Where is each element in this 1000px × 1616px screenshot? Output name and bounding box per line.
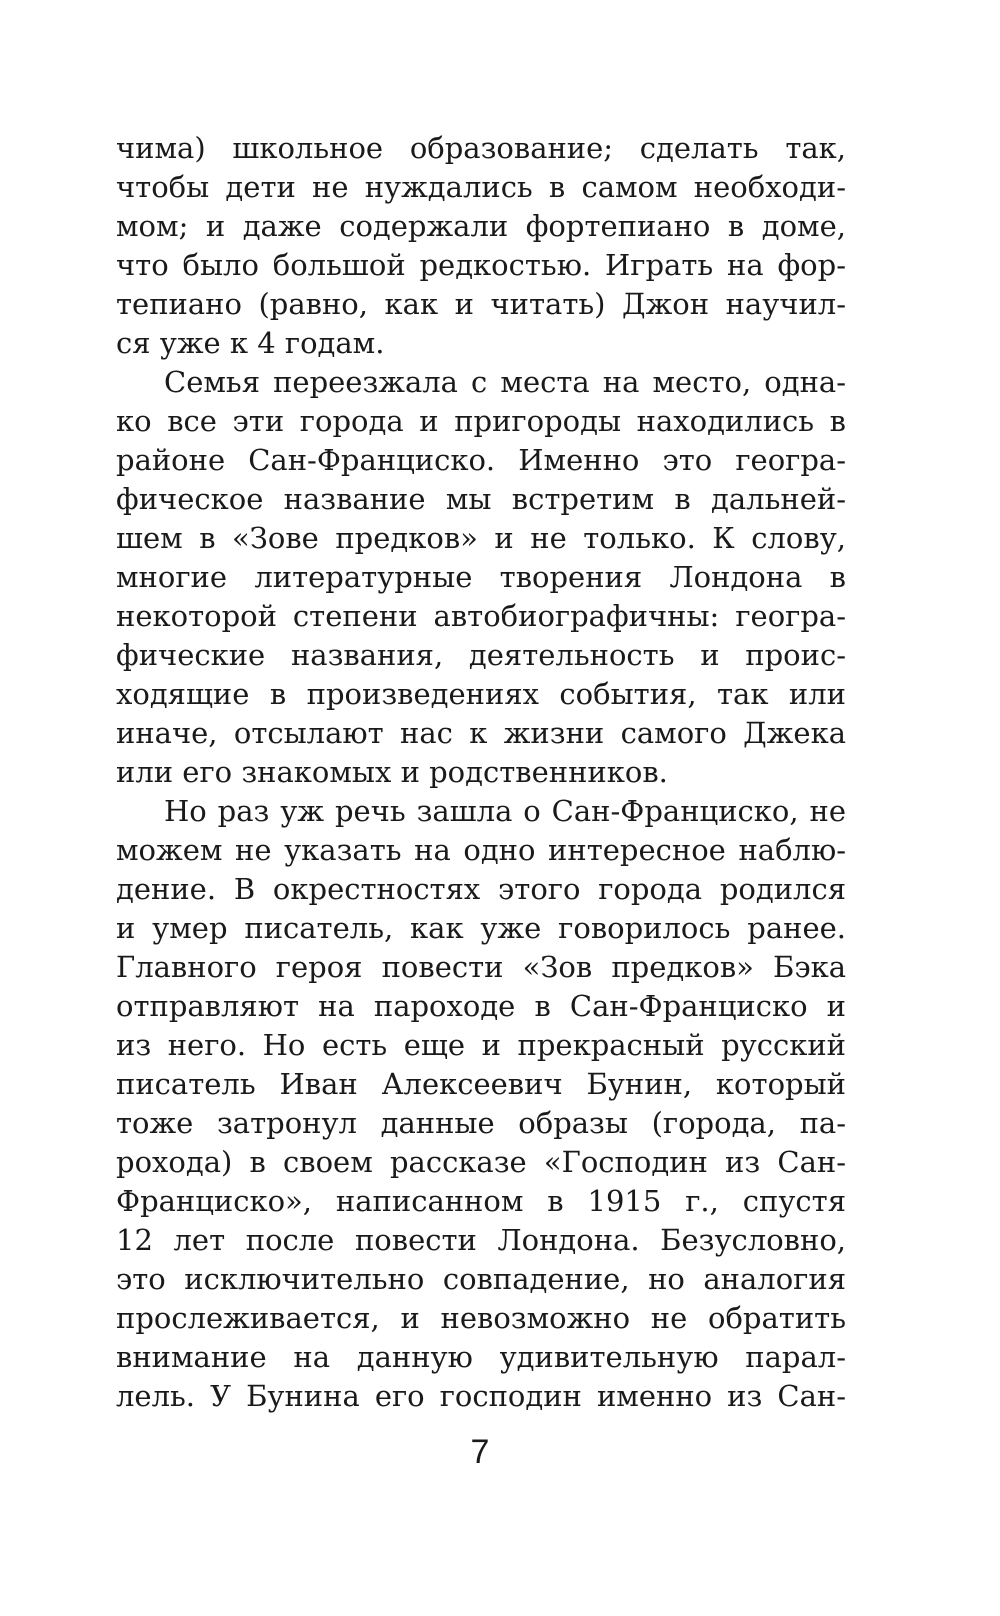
text-line: или его знакомых и родственников. xyxy=(116,755,668,789)
text-line: можем не указать на одно интересное наблю- xyxy=(116,833,846,867)
text-line: мом; и даже содержали фортепиано в доме, xyxy=(116,209,846,243)
text-line: ходящие в произведениях события, так или xyxy=(116,677,846,711)
text-line: внимание на данную удивительную парал- xyxy=(116,1340,846,1374)
page-number: 7 xyxy=(470,1433,490,1471)
text-line: районе Сан-Франциско. Именно это геогра- xyxy=(116,443,846,477)
text-line: фические названия, деятельность и проис- xyxy=(116,638,846,672)
text-line: тепиано (равно, как и читать) Джон научил- xyxy=(116,287,846,321)
text-line: шем в «Зове предков» и не только. К слову, xyxy=(116,521,846,555)
text-line: чтобы дети не нуждались в самом необходи- xyxy=(116,170,846,204)
text-line: иначе, отсылают нас к жизни самого Джека xyxy=(116,716,846,750)
text-line: писатель Иван Алексеевич Бунин, который xyxy=(116,1067,846,1101)
text-line: 12 лет после повести Лондона. Безусловно, xyxy=(116,1223,846,1257)
text-line: отправляют на пароходе в Сан-Франциско и xyxy=(116,989,846,1023)
text-line: Франциско», написанном в 1915 г., спустя xyxy=(116,1184,846,1218)
text-line: некоторой степени автобиографичны: геогра- xyxy=(116,599,846,633)
text-line: чима) школьное образование; сделать так, xyxy=(116,131,846,165)
text-line: Семья переезжала с места на место, одна- xyxy=(164,365,846,399)
body-text xyxy=(116,129,846,1416)
text-line: рохода) в своем рассказе «Господин из Сан- xyxy=(116,1145,846,1179)
text-line: дение. В окрестностях этого города родился xyxy=(116,872,846,906)
text-line: из него. Но есть еще и прекрасный русский xyxy=(116,1028,846,1062)
text-line: тоже затронул данные образы (города, па- xyxy=(116,1106,846,1140)
text-line: это исключительно совпадение, но аналогия xyxy=(116,1262,846,1296)
text-line: прослеживается, и невозможно не обратить xyxy=(116,1301,846,1335)
text-line: ко все эти города и пригороды находились в xyxy=(116,404,846,438)
text-line: фическое название мы встретим в дальней- xyxy=(116,482,846,516)
text-line: Главного героя повести «Зов предков» Бэка xyxy=(116,950,846,984)
text-line: что было большой редкостью. Играть на фор- xyxy=(116,248,846,282)
text-line: многие литературные творения Лондона в xyxy=(116,560,846,594)
text-line: Но раз уж речь зашла о Сан-Франциско, не xyxy=(164,794,846,828)
text-line: ся уже к 4 годам. xyxy=(116,326,385,360)
text-line: и умер писатель, как уже говорилось ранее. xyxy=(116,911,846,945)
text-line: лель. У Бунина его господин именно из Сан- xyxy=(116,1379,846,1413)
